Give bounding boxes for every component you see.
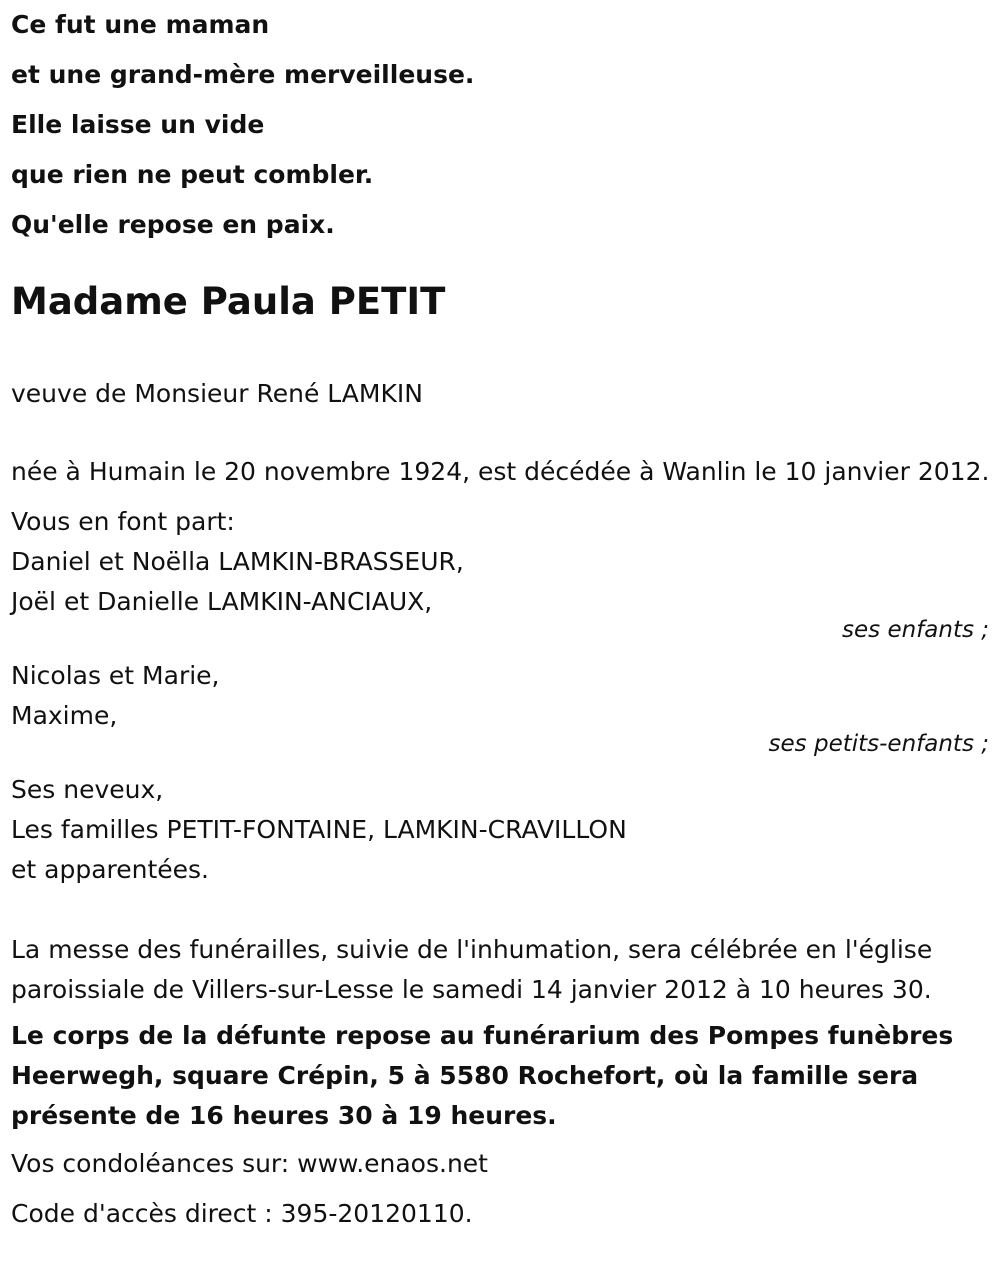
poem-line-2: et une grand-mère merveilleuse. [11, 60, 475, 89]
access-code: Code d'accès direct : 395-20120110. [11, 1199, 473, 1228]
children-relation-label: ses enfants ; [842, 617, 989, 643]
deceased-name: Madame Paula PETIT [11, 280, 446, 323]
birth-death-info: née à Humain le 20 novembre 1924, est décédée à Wanlin le 10 janvier 2012. [11, 457, 990, 486]
extended-family [11, 770, 991, 890]
funeral-mass-info: La messe des funérailles, suivie de l'inhumation, sera célébrée en l'église paroissiale de Villers-sur-Lesse le samedi 14 janvier 2012 à 10 heures 30. [11, 935, 933, 1004]
poem-line-3: Elle laisse un vide [11, 110, 265, 139]
announcement-intro: Vous en font part: [11, 507, 235, 536]
child-entry: Joël et Danielle LAMKIN-ANCIAUX, [11, 587, 433, 616]
poem-line-5: Qu'elle repose en paix. [11, 210, 335, 239]
condolences-link: Vos condoléances sur: www.enaos.net [11, 1149, 488, 1178]
memorial-poem [11, 0, 991, 250]
family-entry: et apparentées. [11, 855, 209, 884]
family-entry: Les familles PETIT-FONTAINE, LAMKIN-CRAVILLON [11, 815, 627, 844]
grandchild-entry: Nicolas et Marie, [11, 661, 220, 690]
family-entry: Ses neveux, [11, 775, 164, 804]
family-announcement [11, 502, 991, 890]
poem-line-4: que rien ne peut combler. [11, 160, 374, 189]
poem-line-1: Ce fut une maman [11, 10, 270, 39]
child-entry: Daniel et Noëlla LAMKIN-BRASSEUR, [11, 547, 464, 576]
funerarium-info: Le corps de la défunte repose au funérarium des Pompes funèbres Heerwegh, square Crépin, 5 à 5580 Rochefort, où la famille sera présente de 16 heures 30 à 19 heures. [11, 1021, 954, 1130]
obituary-notice [11, 0, 991, 1234]
widow-of: veuve de Monsieur René LAMKIN [11, 379, 423, 408]
grandchildren-relation-label: ses petits-enfants ; [768, 731, 989, 757]
grandchild-entry: Maxime, [11, 701, 118, 730]
